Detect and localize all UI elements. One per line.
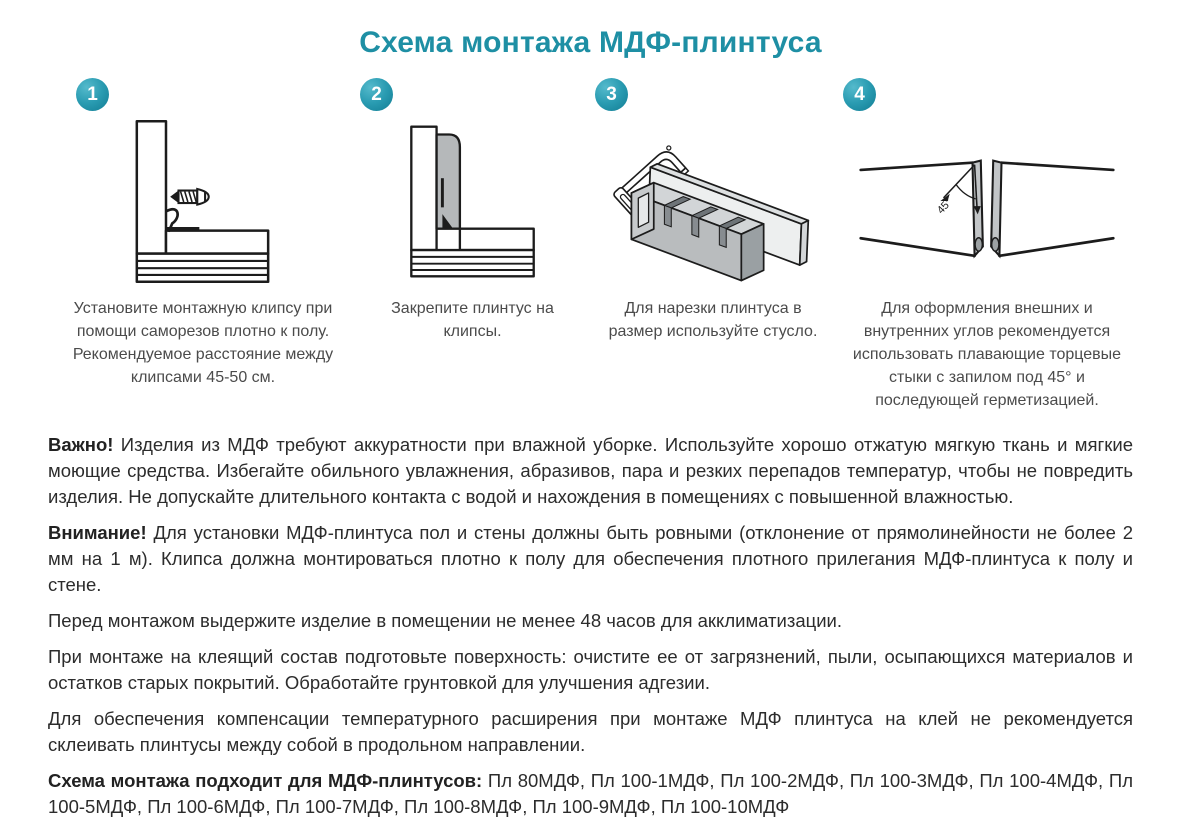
- plinth-fixed-on-clips-diagram: [388, 116, 558, 288]
- step-2-number-badge: 2: [360, 78, 393, 111]
- corner-joint-45-degrees-diagram: [850, 114, 1124, 290]
- clip-screwed-to-wall-diagram: [108, 116, 298, 288]
- step-1: [48, 78, 358, 412]
- step-4-number-badge: 4: [843, 78, 876, 111]
- installation-steps-row: [0, 78, 1181, 412]
- angle-label: 45°: [934, 196, 955, 217]
- step-4-illustration: [841, 113, 1133, 291]
- step-1-number-badge: 1: [76, 78, 109, 111]
- right-plinth-end: [991, 161, 1113, 256]
- note-important: Важно! Изделия из МДФ требуют аккуратности при влажной уборке. Используйте хорошо отжатую мягкую ткань и мягкие моющие средства. Избегайте обильного увлажнения, абразивов, пара и резких перепадов температур, чтобы не повредить изделия. Не допускайте длительного контакта с водой и нахождения в помещениях с повышенной влажностью.: [48, 434, 1133, 507]
- step-3-caption: Для нарезки плинтуса в размер используйте стусло.: [608, 300, 818, 340]
- note-attention-lead: Внимание!: [48, 522, 154, 543]
- step-4: [841, 78, 1133, 412]
- note-thermal-expansion: Для обеспечения компенсации температурного расширения при монтаже МДФ плинтуса на клей не рекомендуется склеивать плинтусы между собой в продольном направлении.: [48, 708, 1133, 755]
- step-4-caption: Для оформления внешних и внутренних углов рекомендуется использовать плавающие торцевые стыки с запилом под 45° и последующей герметизацией.: [852, 300, 1122, 409]
- note-attention: Внимание! Для установки МДФ-плинтуса пол и стены должны быть ровными (отклонение от прямолинейности не более 2 мм на 1 м). Клипса должна монтироваться плотно к полу для обеспечения плотного прилегания МДФ-плинтуса к полу и стене.: [48, 522, 1133, 595]
- screw-icon: [170, 189, 209, 205]
- notes-section: [0, 432, 1181, 820]
- step-3: [587, 78, 839, 412]
- hacksaw-and-miter-box-diagram: [587, 114, 839, 290]
- step-3-illustration: [587, 113, 839, 291]
- step-1-caption: Установите монтажную клипсу при помощи саморезов плотно к полу. Рекомендуемое расстояние между клипсами 45-50 см.: [72, 300, 334, 386]
- page-title: Схема монтажа МДФ-плинтуса: [359, 26, 822, 59]
- step-1-illustration: [48, 113, 358, 291]
- compatible-models-lead: Схема монтажа подходит для МДФ-плинтусов:: [48, 770, 488, 791]
- step-2-caption: Закрепите плинтус на клипсы.: [391, 300, 554, 340]
- compatible-models: Схема монтажа подходит для МДФ-плинтусов: Пл 80МДФ, Пл 100-1МДФ, Пл 100-2МДФ, Пл 100-3МДФ, Пл 100-4МДФ, Пл 100-5МДФ, Пл 100-6МДФ, Пл 100-7МДФ, Пл 100-8МДФ, Пл 100-9МДФ, Пл 100-10МДФ: [48, 770, 1133, 817]
- step-3-number-badge: 3: [595, 78, 628, 111]
- note-adhesive-surface: При монтаже на клеящий состав подготовьте поверхность: очистите ее от загрязнений, пыли, осыпающихся материалов и остатков старых покрытий. Обработайте грунтовкой для улучшения адгезии.: [48, 646, 1133, 693]
- note-important-lead: Важно!: [48, 434, 121, 455]
- step-2-illustration: [360, 113, 585, 291]
- note-acclimatization: Перед монтажом выдержите изделие в помещении не менее 48 часов для акклиматизации.: [48, 610, 843, 631]
- step-2: [360, 78, 585, 412]
